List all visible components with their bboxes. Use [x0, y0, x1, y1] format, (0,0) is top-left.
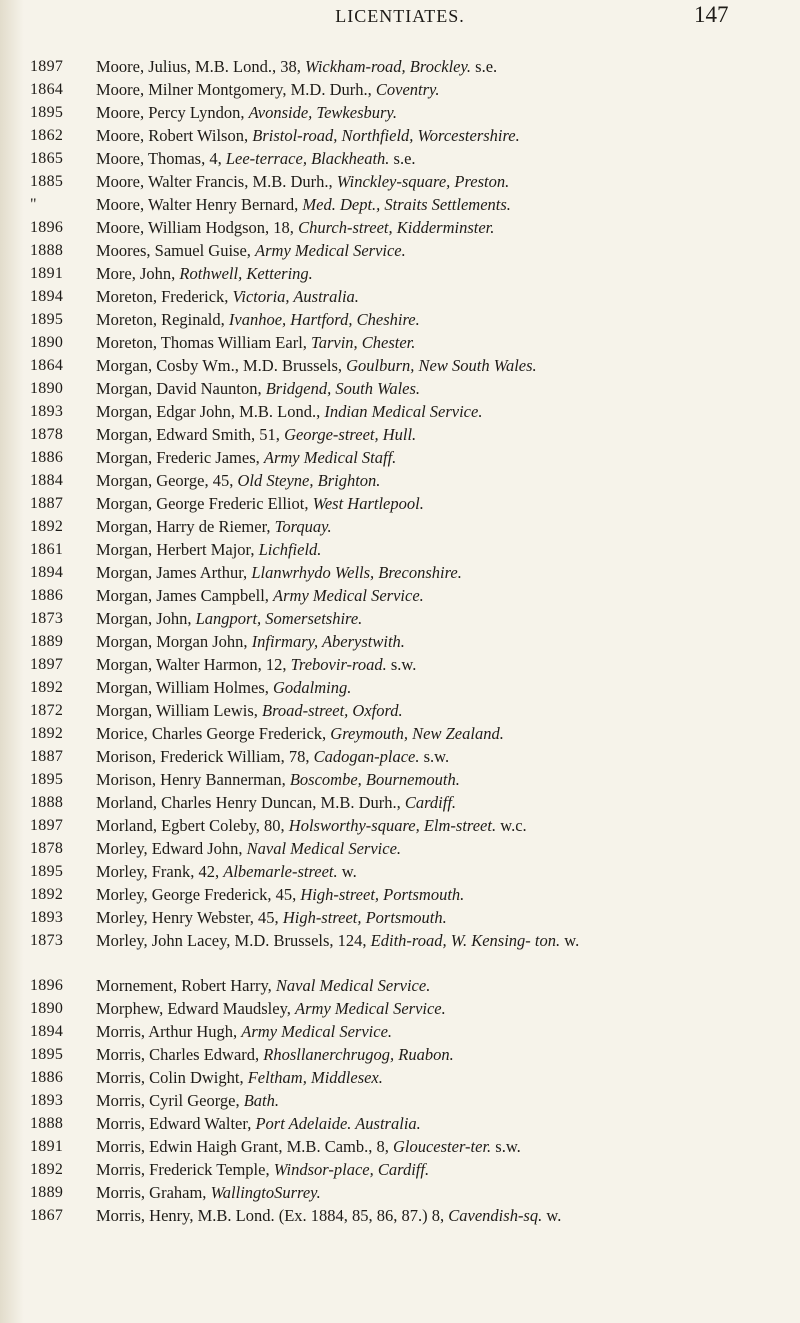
entry-place: Bridgend, South Wales.: [265, 379, 421, 398]
entry-year: 1894: [30, 288, 64, 305]
entry-place: George-street, Hull.: [284, 425, 417, 444]
list-item: [0, 584, 800, 607]
entry-place: Rhosllanerchrugog, Ruabon.: [263, 1045, 454, 1064]
entry-place: Cadogan-place.: [313, 747, 420, 766]
entry-year: 1872: [30, 702, 64, 719]
entry-place: Bath.: [243, 1091, 280, 1110]
entry-year: 1892: [30, 518, 64, 535]
entry-text: [96, 584, 786, 607]
entry-name: Morris, Arthur Hugh,: [96, 1022, 242, 1041]
list-item: [0, 997, 800, 1020]
list-item: [0, 676, 800, 699]
entry-name: Morris, Edward Walter,: [96, 1114, 256, 1133]
list-item: [0, 722, 800, 745]
entry-year: 1891: [30, 1138, 64, 1155]
entry-text: [96, 1112, 786, 1135]
entry-year: 1895: [30, 104, 64, 121]
entry-name: Morley, Henry Webster, 45,: [96, 908, 283, 927]
entry-text: [96, 860, 786, 883]
list-item: [0, 860, 800, 883]
entry-name: Moore, Percy Lyndon,: [96, 103, 249, 122]
entry-suffix: s.e.: [471, 57, 498, 76]
list-item: [0, 400, 800, 423]
entry-place: Naval Medical Service.: [246, 839, 402, 858]
entry-place: Holsworthy-square, Elm-street.: [288, 816, 497, 835]
entry-name: Morley, Frank, 42,: [96, 862, 224, 881]
list-item: [0, 239, 800, 262]
page-title: LICENTIATES.: [335, 6, 465, 26]
entry-text: [96, 193, 786, 216]
entry-text: [96, 837, 786, 860]
entry-name: Moore, Julius, M.B. Lond., 38,: [96, 57, 306, 76]
list-item: [0, 791, 800, 814]
list-item: [0, 699, 800, 722]
entry-name: Moore, Walter Henry Bernard,: [96, 195, 303, 214]
entry-year: 1890: [30, 380, 64, 397]
entry-place: Feltham, Middlesex.: [247, 1068, 383, 1087]
list-item: [0, 1020, 800, 1043]
entry-text: [96, 883, 786, 906]
list-item: [0, 55, 800, 78]
list-item: [0, 78, 800, 101]
entry-name: More, John,: [96, 264, 180, 283]
entry-place: Greymouth, New Zealand.: [330, 724, 504, 743]
list-item: [0, 768, 800, 791]
entry-place: Ivanhoe, Hartford, Cheshire.: [228, 310, 420, 329]
entry-place: Windsor-place, Cardiff.: [273, 1160, 430, 1179]
entry-text: [96, 170, 786, 193]
entry-name: Moore, Robert Wilson,: [96, 126, 253, 145]
entry-text: [96, 124, 786, 147]
list-item: [0, 147, 800, 170]
entry-text: [96, 469, 786, 492]
list-item: [0, 929, 800, 974]
entry-name: Morgan, Cosby Wm., M.D. Brussels,: [96, 356, 347, 375]
entry-year: 1884: [30, 472, 64, 489]
entry-name: Morgan, James Arthur,: [96, 563, 252, 582]
entry-place: Torquay.: [274, 517, 332, 536]
entry-year: 1893: [30, 1092, 64, 1109]
entry-name: Moore, Walter Francis, M.B. Durh.,: [96, 172, 337, 191]
entry-year: 1896: [30, 977, 64, 994]
entry-year: 1862: [30, 127, 64, 144]
list-item: [0, 124, 800, 147]
entry-text: [96, 377, 786, 400]
entry-year: ": [30, 196, 37, 213]
entry-text: [96, 1089, 786, 1112]
list-item: [0, 492, 800, 515]
entry-place: Langport, Somersetshire.: [195, 609, 363, 628]
entry-place: Med. Dept., Straits Settlements.: [302, 195, 511, 214]
entry-name: Morgan, James Campbell,: [96, 586, 274, 605]
entry-name: Morphew, Edward Maudsley,: [96, 999, 296, 1018]
entry-suffix: w.: [542, 1206, 562, 1225]
entry-text: [96, 515, 786, 538]
list-item: [0, 101, 800, 124]
entry-place: Llanwrhydo Wells, Breconshire.: [251, 563, 462, 582]
entry-place: Lee-terrace, Blackheath.: [225, 149, 390, 168]
entry-name: Morris, Charles Edward,: [96, 1045, 264, 1064]
entry-suffix: s.e.: [389, 149, 416, 168]
entry-name: Morgan, Herbert Major,: [96, 540, 259, 559]
list-item: [0, 1158, 800, 1181]
entry-place: Army Medical Service.: [241, 1022, 393, 1041]
list-item: [0, 745, 800, 768]
entry-year: 1867: [30, 1207, 64, 1224]
entry-text: [96, 1020, 786, 1043]
entry-year: 1891: [30, 265, 64, 282]
entry-place: Avonside, Tewkesbury.: [248, 103, 397, 122]
entry-text: [96, 561, 786, 584]
entry-year: 1895: [30, 863, 64, 880]
entry-name: Morgan, Morgan John,: [96, 632, 252, 651]
list-item: [0, 1135, 800, 1158]
list-item: [0, 1181, 800, 1204]
entry-name: Morris, Graham,: [96, 1183, 211, 1202]
entry-text: [96, 1043, 786, 1066]
list-item: [0, 469, 800, 492]
entry-place: Wickham-road, Brockley.: [305, 57, 472, 76]
entry-text: [96, 308, 786, 331]
entry-text: [96, 492, 786, 515]
entry-name: Morice, Charles George Frederick,: [96, 724, 331, 743]
entry-place: Army Medical Staff.: [263, 448, 397, 467]
entry-name: Morison, Frederick William, 78,: [96, 747, 314, 766]
entry-place: Cavendish-sq.: [448, 1206, 543, 1225]
entry-year: 1893: [30, 909, 64, 926]
entry-name: Morgan, Edward Smith, 51,: [96, 425, 285, 444]
entry-text: [96, 216, 786, 239]
entry-place: Broad-street, Oxford.: [262, 701, 403, 720]
entry-place: Trebovir-road.: [290, 655, 387, 674]
entry-place: Bristol-road, Northfield, Worcestershire.: [252, 126, 520, 145]
entry-place: Indian Medical Service.: [324, 402, 483, 421]
entry-text: [96, 101, 786, 124]
entry-name: Morgan, Edgar John, M.B. Lond.,: [96, 402, 325, 421]
entry-name: Morris, Edwin Haigh Grant, M.B. Camb., 8,: [96, 1137, 393, 1156]
entry-name: Morgan, William Lewis,: [96, 701, 262, 720]
entry-name: Morgan, John,: [96, 609, 196, 628]
entry-text: [96, 78, 786, 101]
entry-text: [96, 768, 786, 791]
entry-place: Coventry.: [375, 80, 440, 99]
entry-place: Edith-road, W. Kensing- ton.: [370, 931, 561, 950]
entry-year: 1873: [30, 932, 64, 949]
entry-year: 1878: [30, 840, 64, 857]
entry-place: Victoria, Australia.: [232, 287, 359, 306]
list-item: [0, 377, 800, 400]
entry-year: 1888: [30, 242, 64, 259]
entry-year: 1893: [30, 403, 64, 420]
entry-place: Port Adelaide. Australia.: [255, 1114, 421, 1133]
entry-place: Winckley-square, Preston.: [336, 172, 510, 191]
entry-name: Morgan, George, 45,: [96, 471, 238, 490]
entry-year: 1890: [30, 1000, 64, 1017]
entry-place: Albemarle-street.: [223, 862, 338, 881]
entry-name: Morley, Edward John,: [96, 839, 247, 858]
entry-text: [96, 1066, 786, 1089]
list-item: [0, 630, 800, 653]
entry-text: [96, 607, 786, 630]
entry-year: 1886: [30, 587, 64, 604]
entry-year: 1895: [30, 771, 64, 788]
entry-year: 1888: [30, 1115, 64, 1132]
entry-place: Tarvin, Chester.: [311, 333, 416, 352]
list-item: [0, 446, 800, 469]
entry-year: 1892: [30, 1161, 64, 1178]
page-number: 147: [694, 2, 729, 27]
entry-text: [96, 331, 786, 354]
entry-name: Morland, Charles Henry Duncan, M.B. Durh.,: [96, 793, 405, 812]
entry-text: [96, 423, 786, 446]
entry-year: 1897: [30, 656, 64, 673]
entry-year: 1889: [30, 633, 64, 650]
list-item: [0, 354, 800, 377]
entry-text: [96, 1204, 786, 1227]
entry-year: 1897: [30, 817, 64, 834]
entry-suffix: s.w.: [419, 747, 450, 766]
entry-place: Boscombe, Bournemouth.: [289, 770, 460, 789]
entry-name: Morland, Egbert Coleby, 80,: [96, 816, 289, 835]
entry-name: Moreton, Reginald,: [96, 310, 229, 329]
entry-year: 1894: [30, 1023, 64, 1040]
entry-name: Moreton, Frederick,: [96, 287, 233, 306]
list-item: [0, 1112, 800, 1135]
entry-place: WallingtoSurrey.: [210, 1183, 321, 1202]
list-item: [0, 1204, 800, 1227]
entry-text: [96, 929, 786, 952]
entry-text: [96, 997, 786, 1020]
entry-place: High-street, Portsmouth.: [282, 908, 447, 927]
entry-name: Morgan, George Frederic Elliot,: [96, 494, 313, 513]
list-item: [0, 331, 800, 354]
entry-name: Morgan, Walter Harmon, 12,: [96, 655, 291, 674]
entry-name: Moores, Samuel Guise,: [96, 241, 256, 260]
entry-text: [96, 745, 786, 768]
list-item: [0, 1066, 800, 1089]
entry-name: Morgan, David Naunton,: [96, 379, 266, 398]
list-item: [0, 423, 800, 446]
entry-name: Morgan, William Holmes,: [96, 678, 274, 697]
entry-text: [96, 974, 786, 997]
entry-name: Morris, Cyril George,: [96, 1091, 244, 1110]
entry-name: Mornement, Robert Harry,: [96, 976, 276, 995]
list-item: [0, 1089, 800, 1112]
entry-place: Church-street, Kidderminster.: [298, 218, 495, 237]
entry-name: Morris, Colin Dwight,: [96, 1068, 248, 1087]
list-item: [0, 653, 800, 676]
list-item: [0, 974, 800, 997]
entry-suffix: s.w.: [386, 655, 417, 674]
entry-year: 1885: [30, 173, 64, 190]
entry-year: 1887: [30, 748, 64, 765]
entry-suffix: w.: [560, 931, 580, 950]
entry-place: High-street, Portsmouth.: [300, 885, 465, 904]
entry-year: 1864: [30, 81, 64, 98]
list-item: [0, 814, 800, 837]
entry-suffix: w.c.: [496, 816, 527, 835]
entry-name: Moore, Milner Montgomery, M.D. Durh.,: [96, 80, 376, 99]
entry-suffix: w.: [337, 862, 357, 881]
list-item: [0, 1043, 800, 1066]
entry-year: 1873: [30, 610, 64, 627]
entry-year: 1864: [30, 357, 64, 374]
entry-text: [96, 446, 786, 469]
entry-year: 1895: [30, 311, 64, 328]
list-item: [0, 308, 800, 331]
entry-year: 1886: [30, 1069, 64, 1086]
entry-place: West Hartlepool.: [312, 494, 424, 513]
entry-place: Godalming.: [273, 678, 352, 697]
entry-name: Morley, George Frederick, 45,: [96, 885, 301, 904]
list-item: [0, 538, 800, 561]
entry-place: Army Medical Service.: [273, 586, 424, 605]
entry-name: Morris, Frederick Temple,: [96, 1160, 274, 1179]
entry-name: Moore, Thomas, 4,: [96, 149, 226, 168]
entry-text: [96, 906, 786, 929]
entry-text: [96, 791, 786, 814]
entry-text: [96, 630, 786, 653]
entry-name: Morgan, Frederic James,: [96, 448, 264, 467]
entry-place: Lichfield.: [258, 540, 322, 559]
entry-text: [96, 285, 786, 308]
entry-text: [96, 653, 786, 676]
entry-text: [96, 262, 786, 285]
entry-text: [96, 814, 786, 837]
entry-text: [96, 538, 786, 561]
entry-name: Morley, John Lacey, M.D. Brussels, 124,: [96, 931, 371, 950]
entry-text: [96, 1181, 786, 1204]
entry-text: [96, 354, 786, 377]
entry-year: 1896: [30, 219, 64, 236]
list-item: [0, 906, 800, 929]
entry-place: Naval Medical Service.: [275, 976, 431, 995]
list-item: [0, 607, 800, 630]
entry-text: [96, 1158, 786, 1181]
entry-text: [96, 676, 786, 699]
entry-year: 1894: [30, 564, 64, 581]
list-item: [0, 262, 800, 285]
entry-place: Infirmary, Aberystwith.: [251, 632, 405, 651]
entry-place: Old Steyne, Brighton.: [237, 471, 381, 490]
entry-year: 1878: [30, 426, 64, 443]
entry-text: [96, 400, 786, 423]
entry-place: Army Medical Service.: [295, 999, 446, 1018]
list-item: [0, 193, 800, 216]
entry-text: [96, 1135, 786, 1158]
list-item: [0, 561, 800, 584]
list-item: [0, 170, 800, 193]
entry-place: Goulburn, New South Wales.: [346, 356, 537, 375]
list-item: [0, 515, 800, 538]
entry-year: 1892: [30, 679, 64, 696]
entry-year: 1887: [30, 495, 64, 512]
entry-year: 1890: [30, 334, 64, 351]
list-item: [0, 285, 800, 308]
entry-place: Gloucester-ter.: [392, 1137, 492, 1156]
entry-year: 1892: [30, 725, 64, 742]
entry-text: [96, 239, 786, 262]
entry-text: [96, 722, 786, 745]
entry-year: 1897: [30, 58, 64, 75]
entry-name: Moore, William Hodgson, 18,: [96, 218, 299, 237]
entry-text: [96, 147, 786, 170]
licentiates-list: [0, 55, 800, 1227]
entry-year: 1888: [30, 794, 64, 811]
list-item: [0, 883, 800, 906]
entry-place: Army Medical Service.: [255, 241, 406, 260]
entry-name: Morris, Henry, M.B. Lond. (Ex. 1884, 85, 86, 87.) 8,: [96, 1206, 449, 1225]
entry-year: 1861: [30, 541, 64, 558]
entry-name: Morgan, Harry de Riemer,: [96, 517, 275, 536]
entry-place: Cardiff.: [404, 793, 457, 812]
list-item: [0, 216, 800, 239]
entry-year: 1889: [30, 1184, 64, 1201]
entry-year: 1865: [30, 150, 64, 167]
entry-suffix: s.w.: [491, 1137, 521, 1156]
entry-name: Moreton, Thomas William Earl,: [96, 333, 312, 352]
entry-place: Rothwell, Kettering.: [179, 264, 313, 283]
entry-text: [96, 699, 786, 722]
entry-year: 1892: [30, 886, 64, 903]
entry-name: Morison, Henry Bannerman,: [96, 770, 290, 789]
list-item: [0, 837, 800, 860]
entry-text: [96, 55, 786, 78]
entry-year: 1895: [30, 1046, 64, 1063]
entry-year: 1886: [30, 449, 64, 466]
